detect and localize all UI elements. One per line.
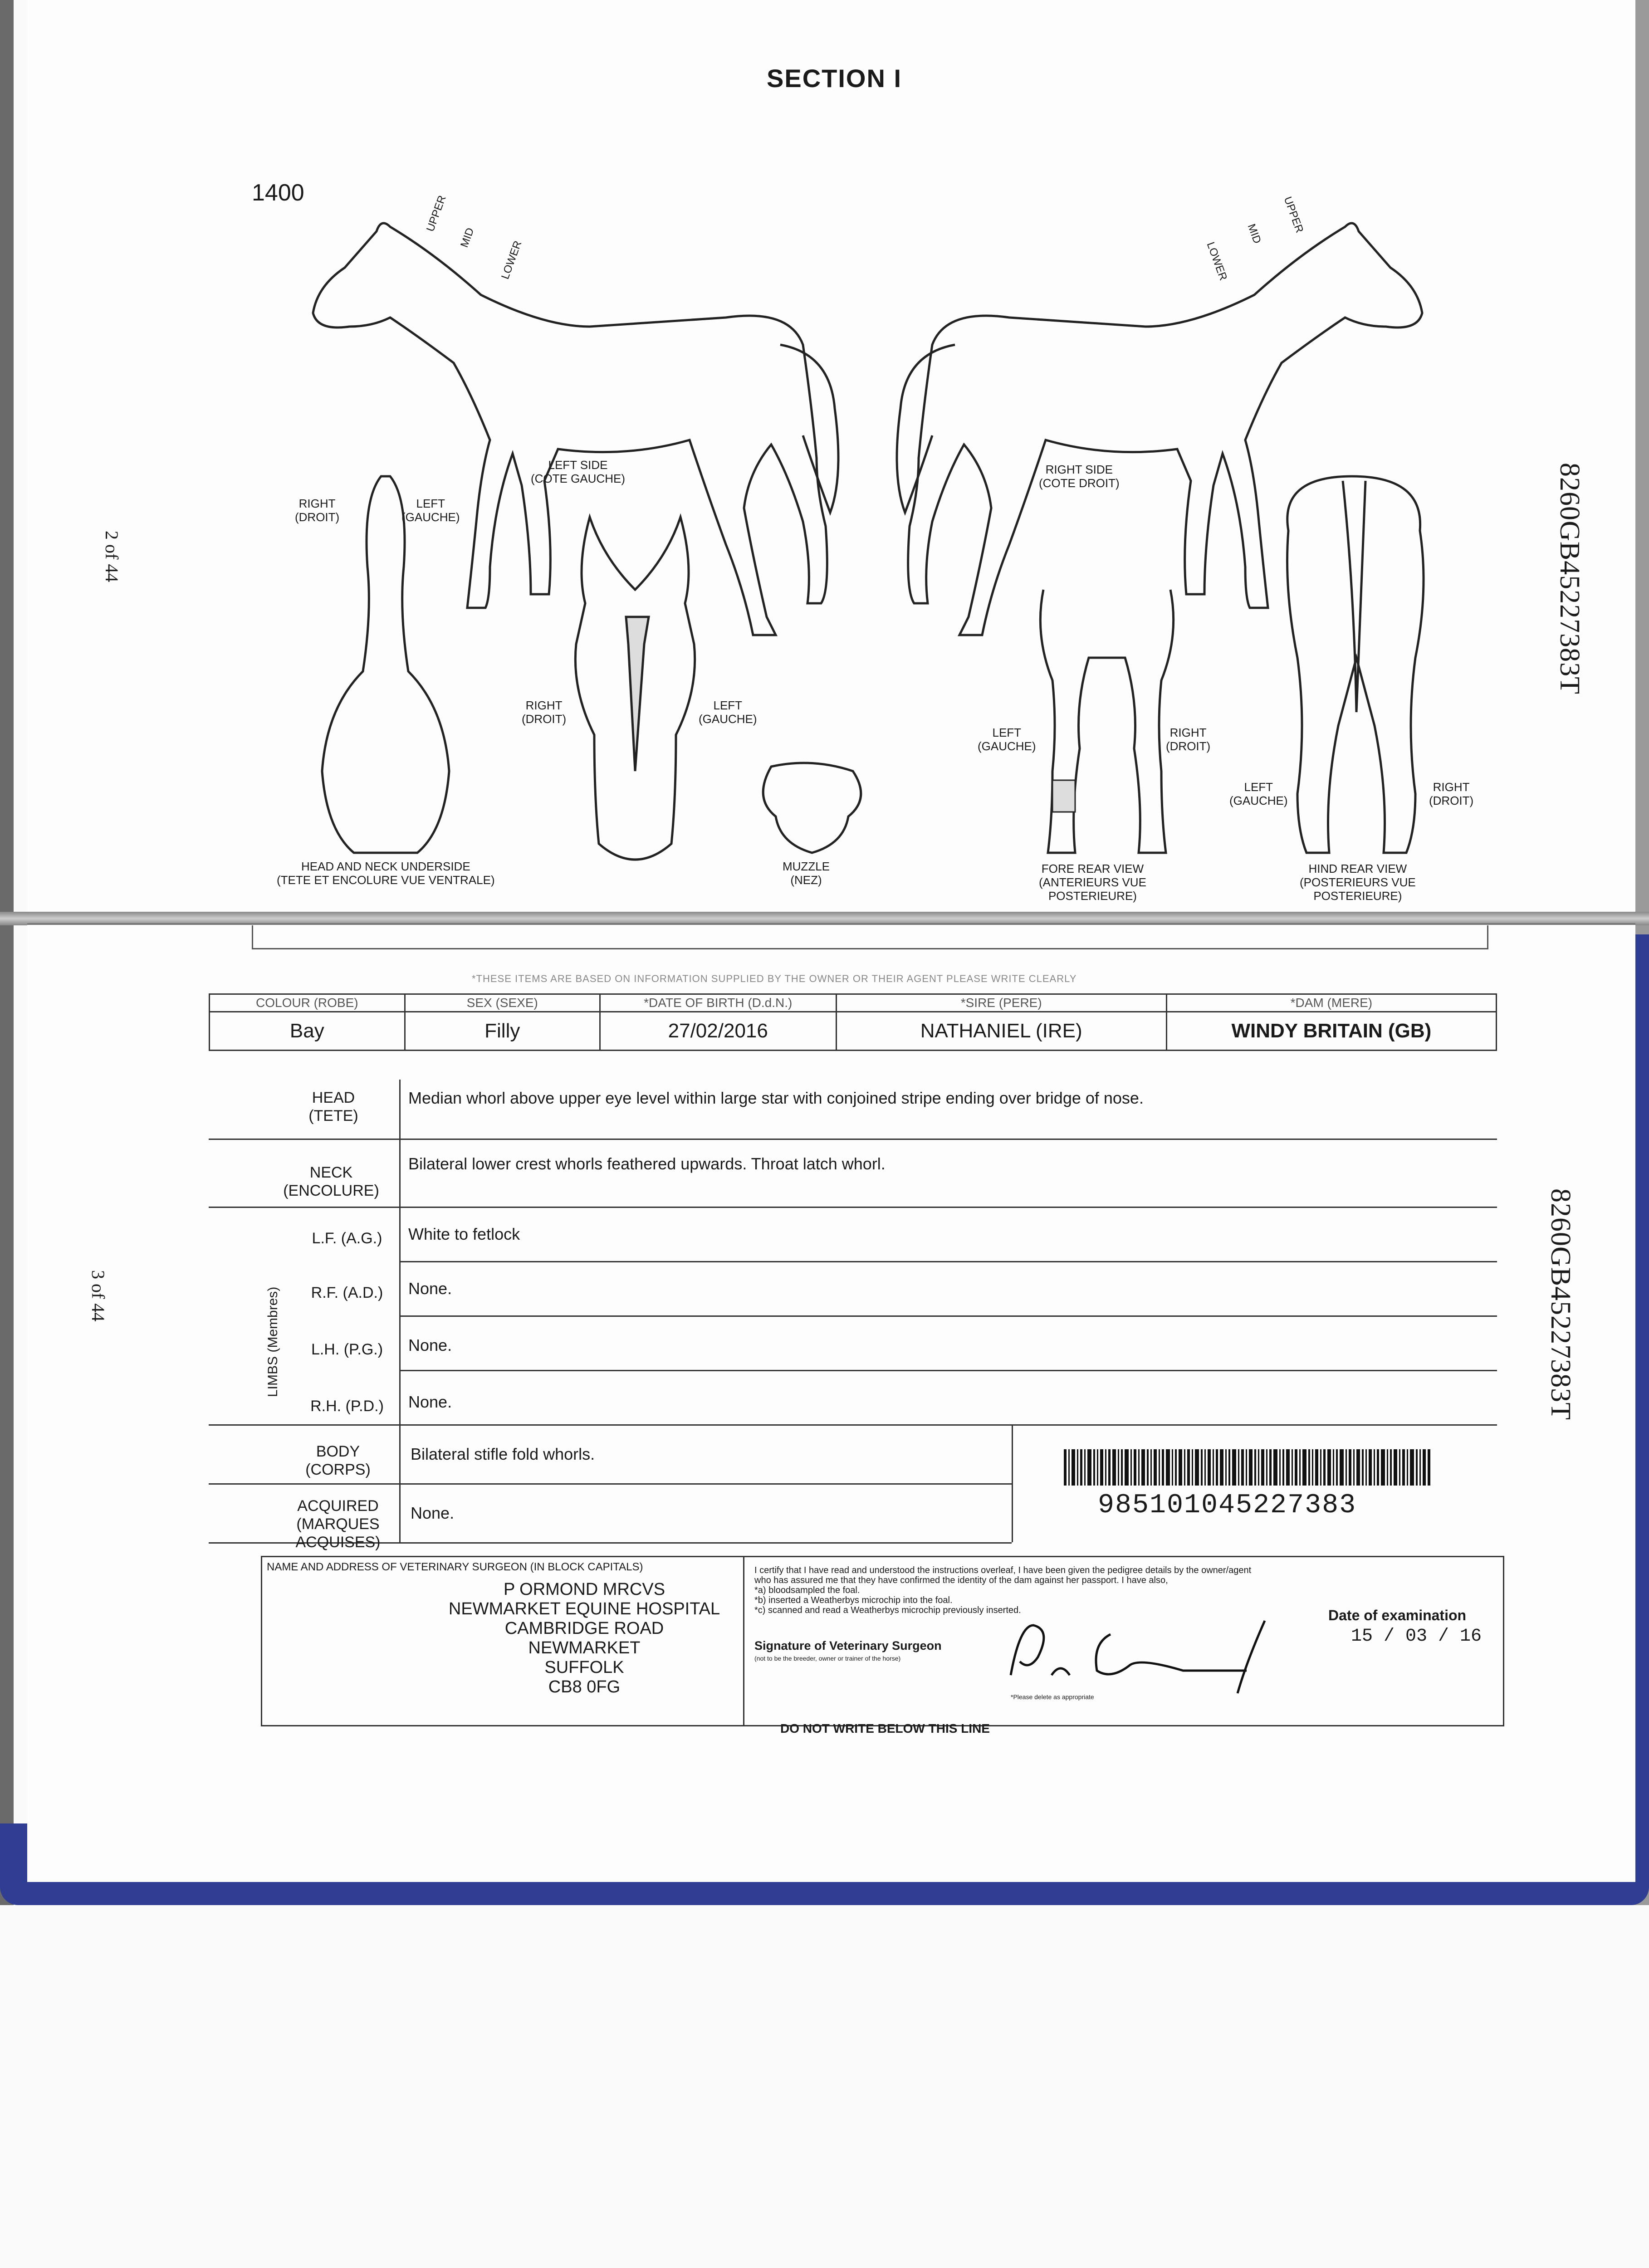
neck-level-upper-right: UPPER (1281, 195, 1306, 235)
underside-right-label: RIGHT (DROIT) (295, 497, 340, 524)
body-divider (1012, 1424, 1013, 1542)
dob-header: *DATE OF BIRTH (D.d.N.) (600, 994, 836, 1012)
limb-row-rh (209, 1370, 1497, 1426)
neck-level-mid-right: MID (1245, 222, 1264, 245)
underside-caption: HEAD AND NECK UNDERSIDE (TETE ET ENCOLURE VUE VENTRALE) (277, 860, 495, 887)
limb-label-rf: R.F. (A.D.) (311, 1284, 383, 1301)
veterinary-surgeon-box (261, 1556, 1504, 1726)
limb-row-rf (399, 1261, 1497, 1317)
muzzle-outline (763, 763, 861, 853)
vet-address-line: CB8 0FG (548, 1677, 621, 1696)
vet-address-line: CAMBRIDGE ROAD (504, 1619, 664, 1638)
limb-text-rh: None. (408, 1393, 452, 1411)
fore-rear-view-outline (1040, 590, 1173, 853)
limb-row-lh (399, 1315, 1497, 1371)
page-number-top: 2 of 44 (102, 531, 122, 582)
limbs-label: LIMBS (Membres) (265, 1286, 280, 1397)
sire-value: NATHANIEL (IRE) (836, 1012, 1166, 1051)
top-strip (252, 925, 1488, 949)
vet-box-divider (743, 1557, 744, 1725)
dam-value: WINDY BRITAIN (GB) (1166, 1012, 1496, 1051)
vet-address (367, 1580, 802, 1697)
body-text: Bilateral stifle fold whorls. (411, 1445, 595, 1463)
signature-label: Signature of Veterinary Surgeon (754, 1639, 942, 1652)
exam-date-label: Date of examination (1328, 1607, 1467, 1623)
serial-number-top: 8260GB45227383T (1554, 463, 1585, 694)
limb-label-lh: L.H. (P.G.) (311, 1341, 383, 1358)
form-number: 1400 (252, 180, 304, 206)
muzzle-caption: MUZZLE (NEZ) (783, 860, 830, 887)
vet-address-line: SUFFOLK (544, 1658, 624, 1677)
neck-level-lower-right: LOWER (1204, 240, 1230, 282)
acquired-text: None. (411, 1504, 455, 1522)
dam-header: *DAM (MERE) (1166, 994, 1496, 1012)
neck-level-lower-left: LOWER (499, 239, 524, 281)
microchip-barcode (1064, 1449, 1431, 1486)
owner-info-note: *THESE ITEMS ARE BASED ON INFORMATION SUPPLIED BY THE OWNER OR THEIR AGENT PLEASE WRITE CLEARLY (472, 973, 1077, 984)
sex-header: SEX (SEXE) (405, 994, 600, 1012)
signature-note: (not to be the breeder, owner or trainer of the horse) (754, 1655, 901, 1662)
face-star-marking (626, 617, 649, 771)
do-not-write-notice: DO NOT WRITE BELOW THIS LINE (780, 1721, 990, 1735)
fore-white-fetlock-marking (1052, 780, 1075, 812)
neck-text: Bilateral lower crest whorls feathered upwards. Throat latch whorl. (408, 1154, 886, 1173)
limb-text-rf: None. (408, 1279, 452, 1298)
limb-text-lf: White to fetlock (408, 1225, 520, 1243)
sire-header: *SIRE (PERE) (836, 994, 1166, 1012)
left-horse-tail (780, 345, 838, 513)
section-title: SECTION I (767, 64, 902, 93)
colour-value: Bay (210, 1012, 405, 1051)
acquired-label: ACQUIRED (MARQUES ACQUISES) (295, 1497, 381, 1551)
neck-level-mid-left: MID (458, 226, 477, 249)
neck-level-upper-left: UPPER (424, 194, 449, 234)
fore-left-label: LEFT (GAUCHE) (978, 726, 1036, 753)
certification-line: *b) inserted a Weatherbys microchip into the foal. (754, 1595, 953, 1605)
certification-line: *a) bloodsampled the foal. (754, 1585, 860, 1595)
head-label: HEAD (TETE) (308, 1089, 358, 1124)
fore-rear-caption: FORE REAR VIEW (ANTERIEURS VUE POSTERIEURE) (1039, 862, 1146, 903)
certification-line: who has assured me that they have confirmed the identity of the dam against her passport. I have also, (754, 1575, 1168, 1585)
colour-header: COLOUR (ROBE) (210, 994, 405, 1012)
sex-value: Filly (405, 1012, 600, 1051)
neck-label: NECK (ENCOLURE) (283, 1164, 379, 1199)
underside-left-label: LEFT (GAUCHE) (401, 497, 460, 524)
vet-address-line: NEWMARKET EQUINE HOSPITAL (448, 1599, 720, 1618)
face-right-label: RIGHT (DROIT) (522, 699, 567, 726)
head-text: Median whorl above upper eye level within large star with conjoined stripe ending over bridge of nose. (408, 1089, 1144, 1107)
hind-left-label: LEFT (GAUCHE) (1229, 780, 1288, 807)
limb-label-lf: L.F. (A.G.) (312, 1230, 382, 1247)
vet-address-line: NEWMARKET (528, 1638, 641, 1657)
serial-number-bottom: 8260GB45227383T (1545, 1188, 1576, 1420)
fore-right-label: RIGHT (DROIT) (1166, 726, 1211, 753)
limb-label-rh: R.H. (P.D.) (310, 1398, 384, 1415)
hind-rear-caption: HIND REAR VIEW (POSTERIEURS VUE POSTERIEURE) (1300, 862, 1416, 903)
left-side-horse-outline (313, 223, 827, 635)
limb-row-lf (399, 1207, 1497, 1262)
underside-view-outline (322, 476, 449, 853)
microchip-number: 985101045227383 (1098, 1490, 1357, 1521)
right-side-label: RIGHT SIDE (COTE DROIT) (1039, 463, 1120, 490)
dob-value: 27/02/2016 (600, 1012, 836, 1051)
right-side-horse-outline (908, 223, 1422, 635)
vet-signature (993, 1607, 1319, 1698)
hind-right-label: RIGHT (DROIT) (1429, 780, 1474, 807)
face-left-label: LEFT (GAUCHE) (699, 699, 757, 726)
right-horse-tail (897, 345, 955, 513)
body-label: BODY (CORPS) (305, 1443, 371, 1478)
certification-line: I certify that I have read and understood the instructions overleaf, I have been given the pedigree details by the owner/agent (754, 1565, 1252, 1575)
page-number-bottom: 3 of 44 (88, 1270, 108, 1322)
certification-line: *c) scanned and read a Weatherbys microchip previously inserted. (754, 1605, 1021, 1615)
exam-date-value: 15 / 03 / 16 (1351, 1626, 1482, 1647)
vet-name-header: NAME AND ADDRESS OF VETERINARY SURGEON (IN BLOCK CAPITALS) (267, 1561, 643, 1573)
horse-identification-diagram (0, 0, 1649, 912)
vet-address-line: P ORMOND MRCVS (503, 1580, 665, 1599)
horse-details-table (209, 993, 1497, 1051)
delete-note: *Please delete as appropriate (1011, 1693, 1094, 1701)
left-side-label: LEFT SIDE (COTE GAUCHE) (531, 458, 625, 485)
limb-text-lh: None. (408, 1336, 452, 1354)
